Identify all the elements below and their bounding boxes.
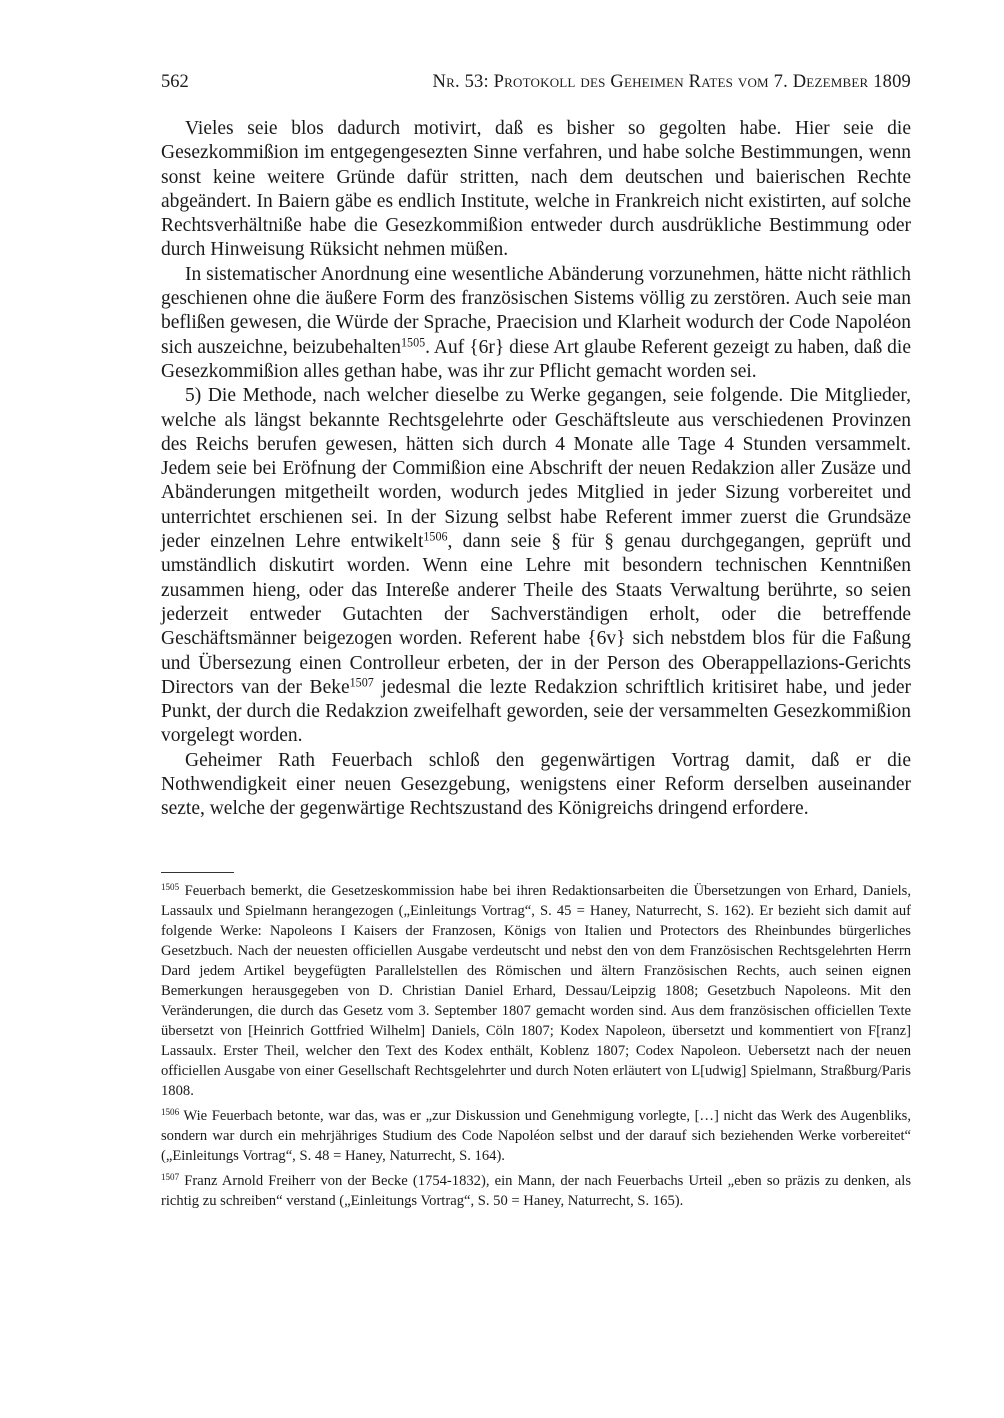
- footnote-text: Wie Feuerbach betonte, war das, was er „zur Diskussion und Genehmigung vorlegte, […] nicht das Werk des Augenbliks, sondern war durch ein mehrjähriges Studium des Code Napoléon selbst und der darauf sich beziehenden Werke vorbereitet“ („Einleitungs Vortrag“, S. 48 = Haney, Naturrecht, S. 164).: [161, 1108, 911, 1164]
- footnotes: [161, 881, 911, 1216]
- page-number: 562: [161, 72, 189, 92]
- footnote: [161, 1171, 911, 1211]
- paragraph-text: Vieles seie blos dadurch motivirt, daß es bisher so gegolten habe. Hier seie die Gesezkommißion im entgegengesezten Sinne verfahren, und habe solche Bestimmungen, wenn sonst keine weitere Gründe dafür stritten, nach dem deutschen und baierischen Rechte abgeändert. In Baiern gäbe es endlich Institute, welche in Frankreich nicht existirten, auf solche Rechtsverhältniße habe die Gesezkommißion entweder durch ausdrükliche Bestimmung oder durch Hinweisung Rüksicht nehmen müßen.: [161, 118, 911, 261]
- footnote-reference[interactable]: 1507: [349, 675, 374, 690]
- paragraph: [161, 384, 911, 748]
- footnote-text: Feuerbach bemerkt, die Gesetzeskommission habe bei ihren Redaktionsarbeiten die Übersetzungen von Erhard, Daniels, Lassaulx und Spielmann herangezogen („Einleitungs Vortrag“, S. 45 = Haney, Naturrecht, S. 162). Er bezieht sich damit auf folgende Werke: Napoleons I Kaisers der Franzosen, Königs von Italien und Protectors des Rheinbundes bürgerliches Gesetzbuch. Nach der neuesten officiellen Ausgabe verdeutscht und nebst den von dem Französischen Rechtsgelehrten Herrn Dard jedem Artikel beygefügten Parallelstellen des Römischen und ältern Französischen Rechts, auch seinen eignen Bemerkungen herausgegeben von D. Christian Daniel Erhard, Dessau/Leipzig 1808; Gesetzbuch Napoleons. Mit den Veränderungen, die durch das Gesetz vom 3. September 1807 gemacht worden sind. Aus dem französischen officiellen Texte übersetzt von [Heinrich Gottfried Wilhelm] Daniels, Cöln 1807; Kodex Napoleon, übersetzt und kommentiert von F[ranz] Lassaulx. Erster Theil, welcher den Text des Kodex enthält, Koblenz 1807; Codex Napoleon. Uebersetzt nach der neuen officiellen Ausgabe von einer Gesellschaft Rechtsgelehrter und durch Noten erläutert von L[udwig] Spielmann, Straßburg/Paris 1808.: [161, 883, 912, 1099]
- main-text: [161, 117, 911, 822]
- footnote-separator: [161, 872, 234, 873]
- paragraph-text: Geheimer Rath Feuerbach schloß den gegenwärtigen Vortrag damit, daß er die Nothwendigkeit einer neuen Gesezgebung, wenigstens einer Reform derselben auseinander sezte, welche der gegenwärtige Rechtszustand des Königreichs dringend erfordere.: [161, 749, 911, 820]
- paragraph-text: 5) Die Methode, nach welcher dieselbe zu Werke gegangen, seie folgende. Die Mitglieder, welche als längst bekannte Rechtsgelehrte oder Geschäftsleute aus verschiedenen Provinzen des Reichs berufen gewesen, hätten sich durch 4 Monate alle Tage 4 Stunden versammelt. Jedem seie bei Eröfnung der Commißion eine Abschrift der neuen Redakzion aller Zusäze und Abänderungen mitgetheilt worden, wodurch jedes Mitglied in jeder Sizung vorbereitet und unterrichtet erschienen sei. In der Sizung selbst habe Referent immer zuerst die Grundsäze jeder einzelnen Lehre entwikelt: [161, 385, 911, 553]
- footnote-text: Franz Arnold Freiherr von der Becke (1754-1832), ein Mann, der nach Feuerbachs Urteil „eben so präzis zu denken, als richtig zu schreiben“ verstand („Einleitungs Vortrag“, S. 50 = Haney, Naturrecht, S. 165).: [161, 1173, 912, 1209]
- footnote-number: 1506: [161, 1107, 180, 1118]
- paragraph-text: , dann seie § für § genau durchgegangen, geprüft und umständlich diskutirt worden. Wenn eine Lehre mit besondern technischen Kenntnißen zusammen hieng, oder das Intereße anderer Theile des Staats Verwaltung berührte, so seien jederzeit entweder Gutachten der Sachverständigen erholt, oder die betreffende Geschäftsmänner beigezogen worden. Referent habe {6v} sich nebstdem blos für die Faßung und Übersezung einen Controlleur erbeten, der in der Person des Oberappellazions-Gerichts Directors van der Beke: [161, 531, 911, 698]
- footnote-reference[interactable]: 1505: [401, 335, 426, 350]
- paragraph-text: jedesmal die lezte Redakzion schriftlich kritisiret habe, und jeder Punkt, der durch die Redakzion zweifelhaft geworden, seie der versammelten Gesezkommißion vorgelegt worden.: [161, 676, 911, 747]
- footnote-number: 1507: [161, 1172, 180, 1183]
- footnote-reference[interactable]: 1506: [423, 529, 448, 544]
- running-head: Nr. 53: Protokoll des Geheimen Rates vom 7. Dezember 1809: [432, 72, 911, 92]
- paragraph: [161, 263, 911, 384]
- paragraph-text: . Auf {6r} diese Art glaube Referent gezeigt zu haben, daß die Gesezkommißion alles gethan habe, was ihr zur Pflicht gemacht worden sei.: [161, 336, 911, 382]
- paragraph-text: In sistematischer Anordnung eine wesentliche Abänderung vorzunehmen, hätte nicht räthlich geschienen ohne die äußere Form des französischen Sistems völlig zu zerstören. Auch seie man beflißen gewesen, die Würde der Sprache, Praecision und Klarheit wodurch der Code Napoléon sich auszeichne, beizubehalten: [161, 263, 911, 358]
- footnote: [161, 1106, 911, 1166]
- paragraph: [161, 749, 911, 822]
- footnote-number: 1505: [161, 882, 180, 893]
- footnote: [161, 881, 911, 1101]
- paragraph: [161, 117, 911, 263]
- page-header: [161, 72, 911, 100]
